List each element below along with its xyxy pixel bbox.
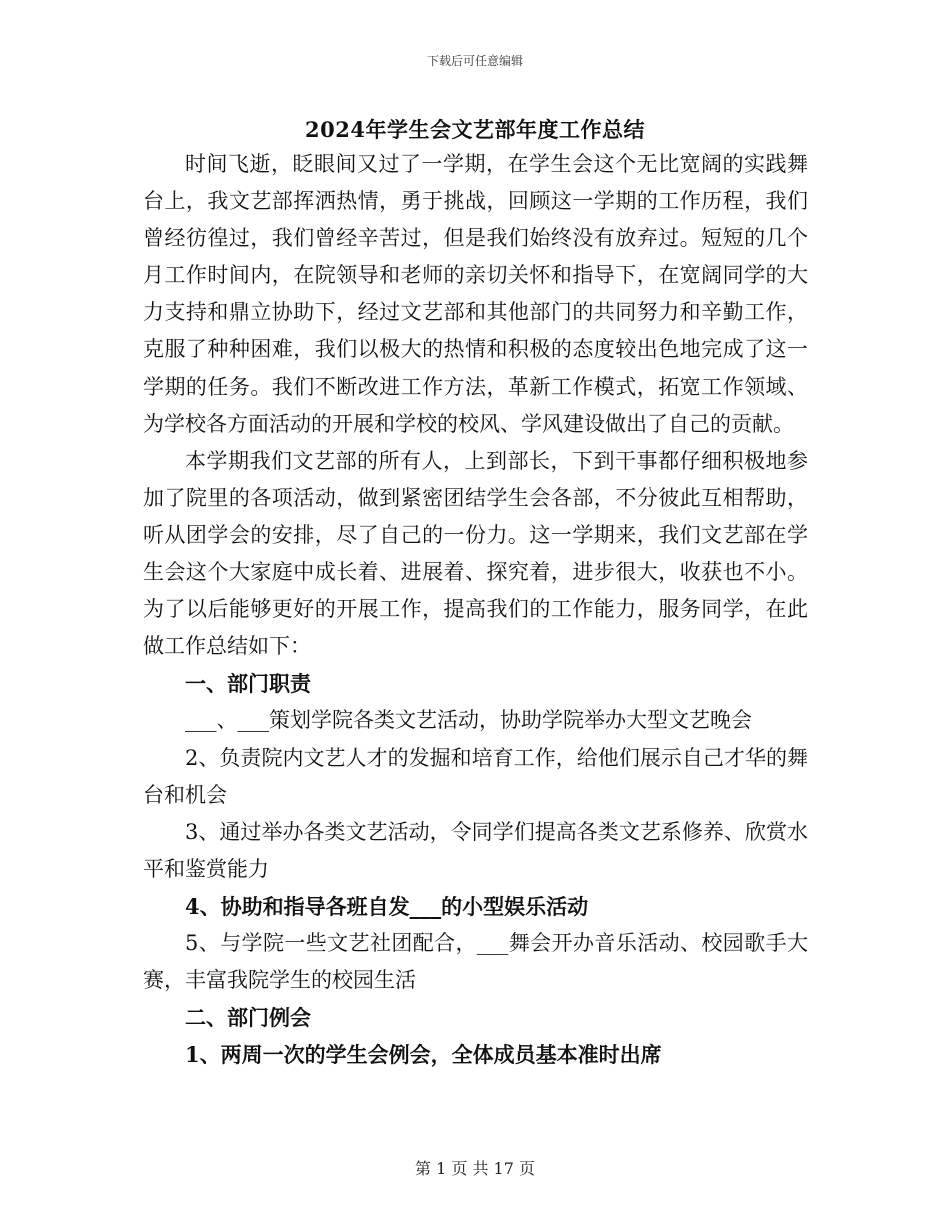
duty-item-2: 2、负责院内文艺人才的发掘和培育工作，给他们展示自己才华的舞台和机会: [143, 745, 808, 807]
meeting-item-1: 1、两周一次的学生会例会，全体成员基本准时出席: [185, 1042, 662, 1068]
document-body: [143, 146, 808, 1073]
duty-item-3: 3、通过举办各类文艺活动，令同学们提高各类文艺系修养、欣赏水平和鉴赏能力: [143, 819, 808, 881]
page-footer-indicator: 第 1 页 共 17 页: [415, 1159, 535, 1178]
duty-item-4: 4、协助和指导各班自发___的小型娱乐活动: [185, 893, 589, 919]
paragraph-intro: 时间飞逝，眨眼间又过了一学期，在学生会这个无比宽阔的实践舞台上，我文艺部挥洒热情，勇于挑战，回顾这一学期的工作历程，我们曾经彷徨过，我们曾经辛苦过，但是我们始终没有放弃过。短短的几个月工作时间内，在院领导和老师的亲切关怀和指导下，在宽阔同学的大力支持和鼎立协助下，经过文艺部和其他部门的共同努力和辛勤工作，克服了种种困难，我们以极大的热情和积极的态度较出色地完成了这一学期的任务。我们不断改进工作方法，革新工作模式，拓宽工作领域、为学校各方面活动的开展和学校的校风、学风建设做出了自己的贡献。: [143, 152, 808, 436]
page-header-note: 下载后可任意编辑: [426, 54, 523, 68]
document-title: 2024年学生会文艺部年度工作总结: [305, 117, 645, 142]
paragraph-summary: 本学期我们文艺部的所有人，上到部长，下到干事都仔细积极地参加了院里的各项活动，做到紧密团结学生会各部，不分彼此互相帮助，听从团学会的安排，尽了自己的一份力。这一学期来，我们文艺部在学生会这个大家庭中成长着、进展着、探究着，进步很大，收获也不小。为了以后能够更好的开展工作，提高我们的工作能力，服务同学，在此做工作总结如下：: [143, 448, 808, 659]
duty-item-5: 5、与学院一些文艺社团配合，___舞会开办音乐活动、校园歌手大赛，丰富我院学生的校园生活: [143, 930, 808, 993]
section-heading-meetings: 二、部门例会: [185, 1005, 311, 1031]
section-heading-duties: 一、部门职责: [185, 671, 311, 697]
duty-item-1: ___、___策划学院各类文艺活动，协助学院举办大型文艺晚会: [185, 708, 752, 733]
